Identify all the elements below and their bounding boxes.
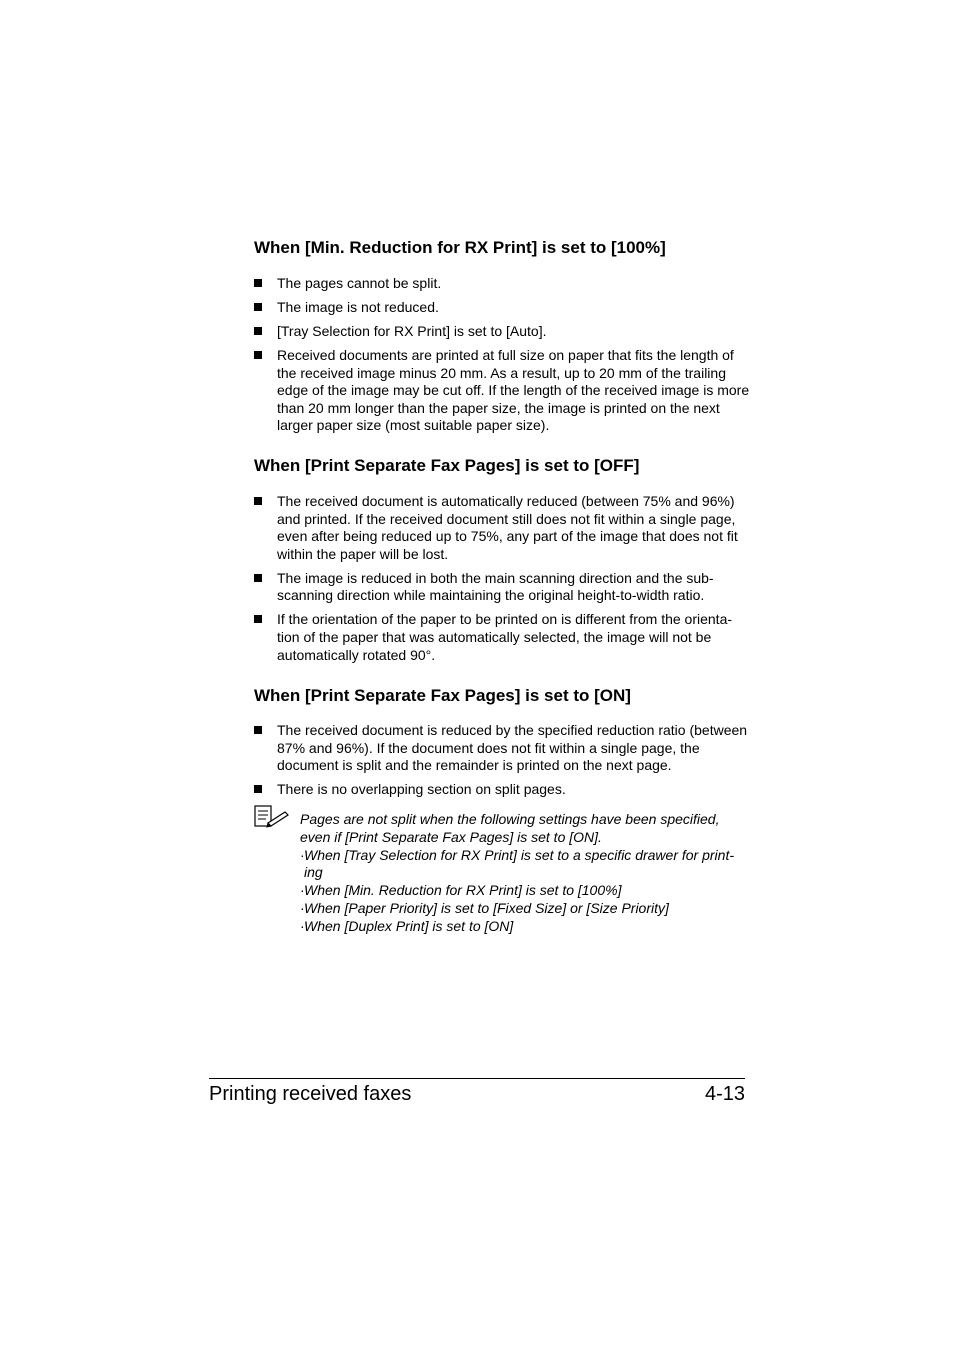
section-heading: When [Print Separate Fax Pages] is set to [OFF] [254, 456, 640, 475]
note-body [300, 811, 750, 936]
list-item [254, 781, 750, 799]
bullet-list [254, 493, 750, 671]
note-list-item [300, 882, 750, 900]
list-item [254, 722, 750, 775]
square-bullet-icon [254, 351, 262, 359]
list-item-text: The received document is automatically reduced (between 75% and 96%) and printed. If the received document still does not fit within a single page, even after being reduced up to 75%, any part of the image that does not fit within the paper will be lost. [277, 493, 738, 562]
section-heading: When [Print Separate Fax Pages] is set to [ON] [254, 686, 631, 705]
dot-marker: · [300, 917, 305, 934]
list-item-text: The pages cannot be split. [277, 275, 442, 291]
square-bullet-icon [254, 615, 262, 623]
footer-divider [209, 1078, 745, 1079]
note-list-item [300, 918, 750, 936]
note-item-text: When [Min. Reduction for RX Print] is set to [100%] [304, 882, 622, 899]
list-item-text: The received document is reduced by the specified reduction ratio (between 87% and 96%). If the document does not fit within a single page, the document is split and the remainder is printed on the next page. [277, 722, 748, 774]
square-bullet-icon [254, 574, 262, 582]
note-item-text: When [Tray Selection for RX Print] is set to a specific drawer for print-ing [304, 846, 735, 881]
note-intro: Pages are not split when the following settings have been specified, even if [Print Separate Fax Pages] is set to [ON]. [300, 811, 720, 845]
list-item-text: Received documents are printed at full size on paper that fits the length of the received image minus 20 mm. As a result, up to 20 mm of the trailing edge of the image may be cut off. If the length of the received image is more than 20 mm longer than the paper size, the image is printed on the next larger paper size (most suitable paper size). [277, 346, 750, 434]
dot-marker: · [300, 899, 305, 916]
list-item-text: [Tray Selection for RX Print] is set to [Auto]. [277, 322, 547, 339]
list-item [254, 275, 750, 293]
list-item [254, 299, 750, 317]
dot-marker: · [300, 882, 305, 899]
square-bullet-icon [254, 279, 262, 287]
list-item-text: The image is not reduced. [277, 298, 439, 315]
dot-marker: · [300, 846, 305, 863]
list-item [254, 493, 750, 563]
note-list-item [300, 900, 750, 918]
list-item [254, 570, 750, 605]
note-pencil-icon [254, 805, 290, 829]
note-item-text: When [Duplex Print] is set to [ON] [304, 917, 514, 934]
page-number: 4-13 [704, 1083, 745, 1105]
footer-title: Printing received faxes [209, 1083, 412, 1105]
list-item-text: If the orientation of the paper to be printed on is different from the orienta-tion of the paper that was automatically selected, the image will not be automatically rotated 90°. [277, 611, 733, 663]
bullet-list [254, 722, 750, 805]
note-list [300, 847, 750, 936]
square-bullet-icon [254, 785, 262, 793]
square-bullet-icon [254, 497, 262, 505]
square-bullet-icon [254, 327, 262, 335]
note-item-text: When [Paper Priority] is set to [Fixed Size] or [Size Priority] [304, 899, 669, 916]
bullet-list [254, 275, 750, 441]
note-list-item [300, 847, 750, 883]
square-bullet-icon [254, 726, 262, 734]
square-bullet-icon [254, 303, 262, 311]
list-item [254, 323, 750, 341]
list-item [254, 347, 750, 435]
list-item [254, 611, 750, 664]
list-item-text: The image is reduced in both the main scanning direction and the sub-scanning direction while maintaining the original height-to-width ratio. [277, 569, 714, 604]
list-item-text: There is no overlapping section on split pages. [277, 781, 566, 798]
section-heading: When [Min. Reduction for RX Print] is set to [100%] [254, 238, 666, 257]
